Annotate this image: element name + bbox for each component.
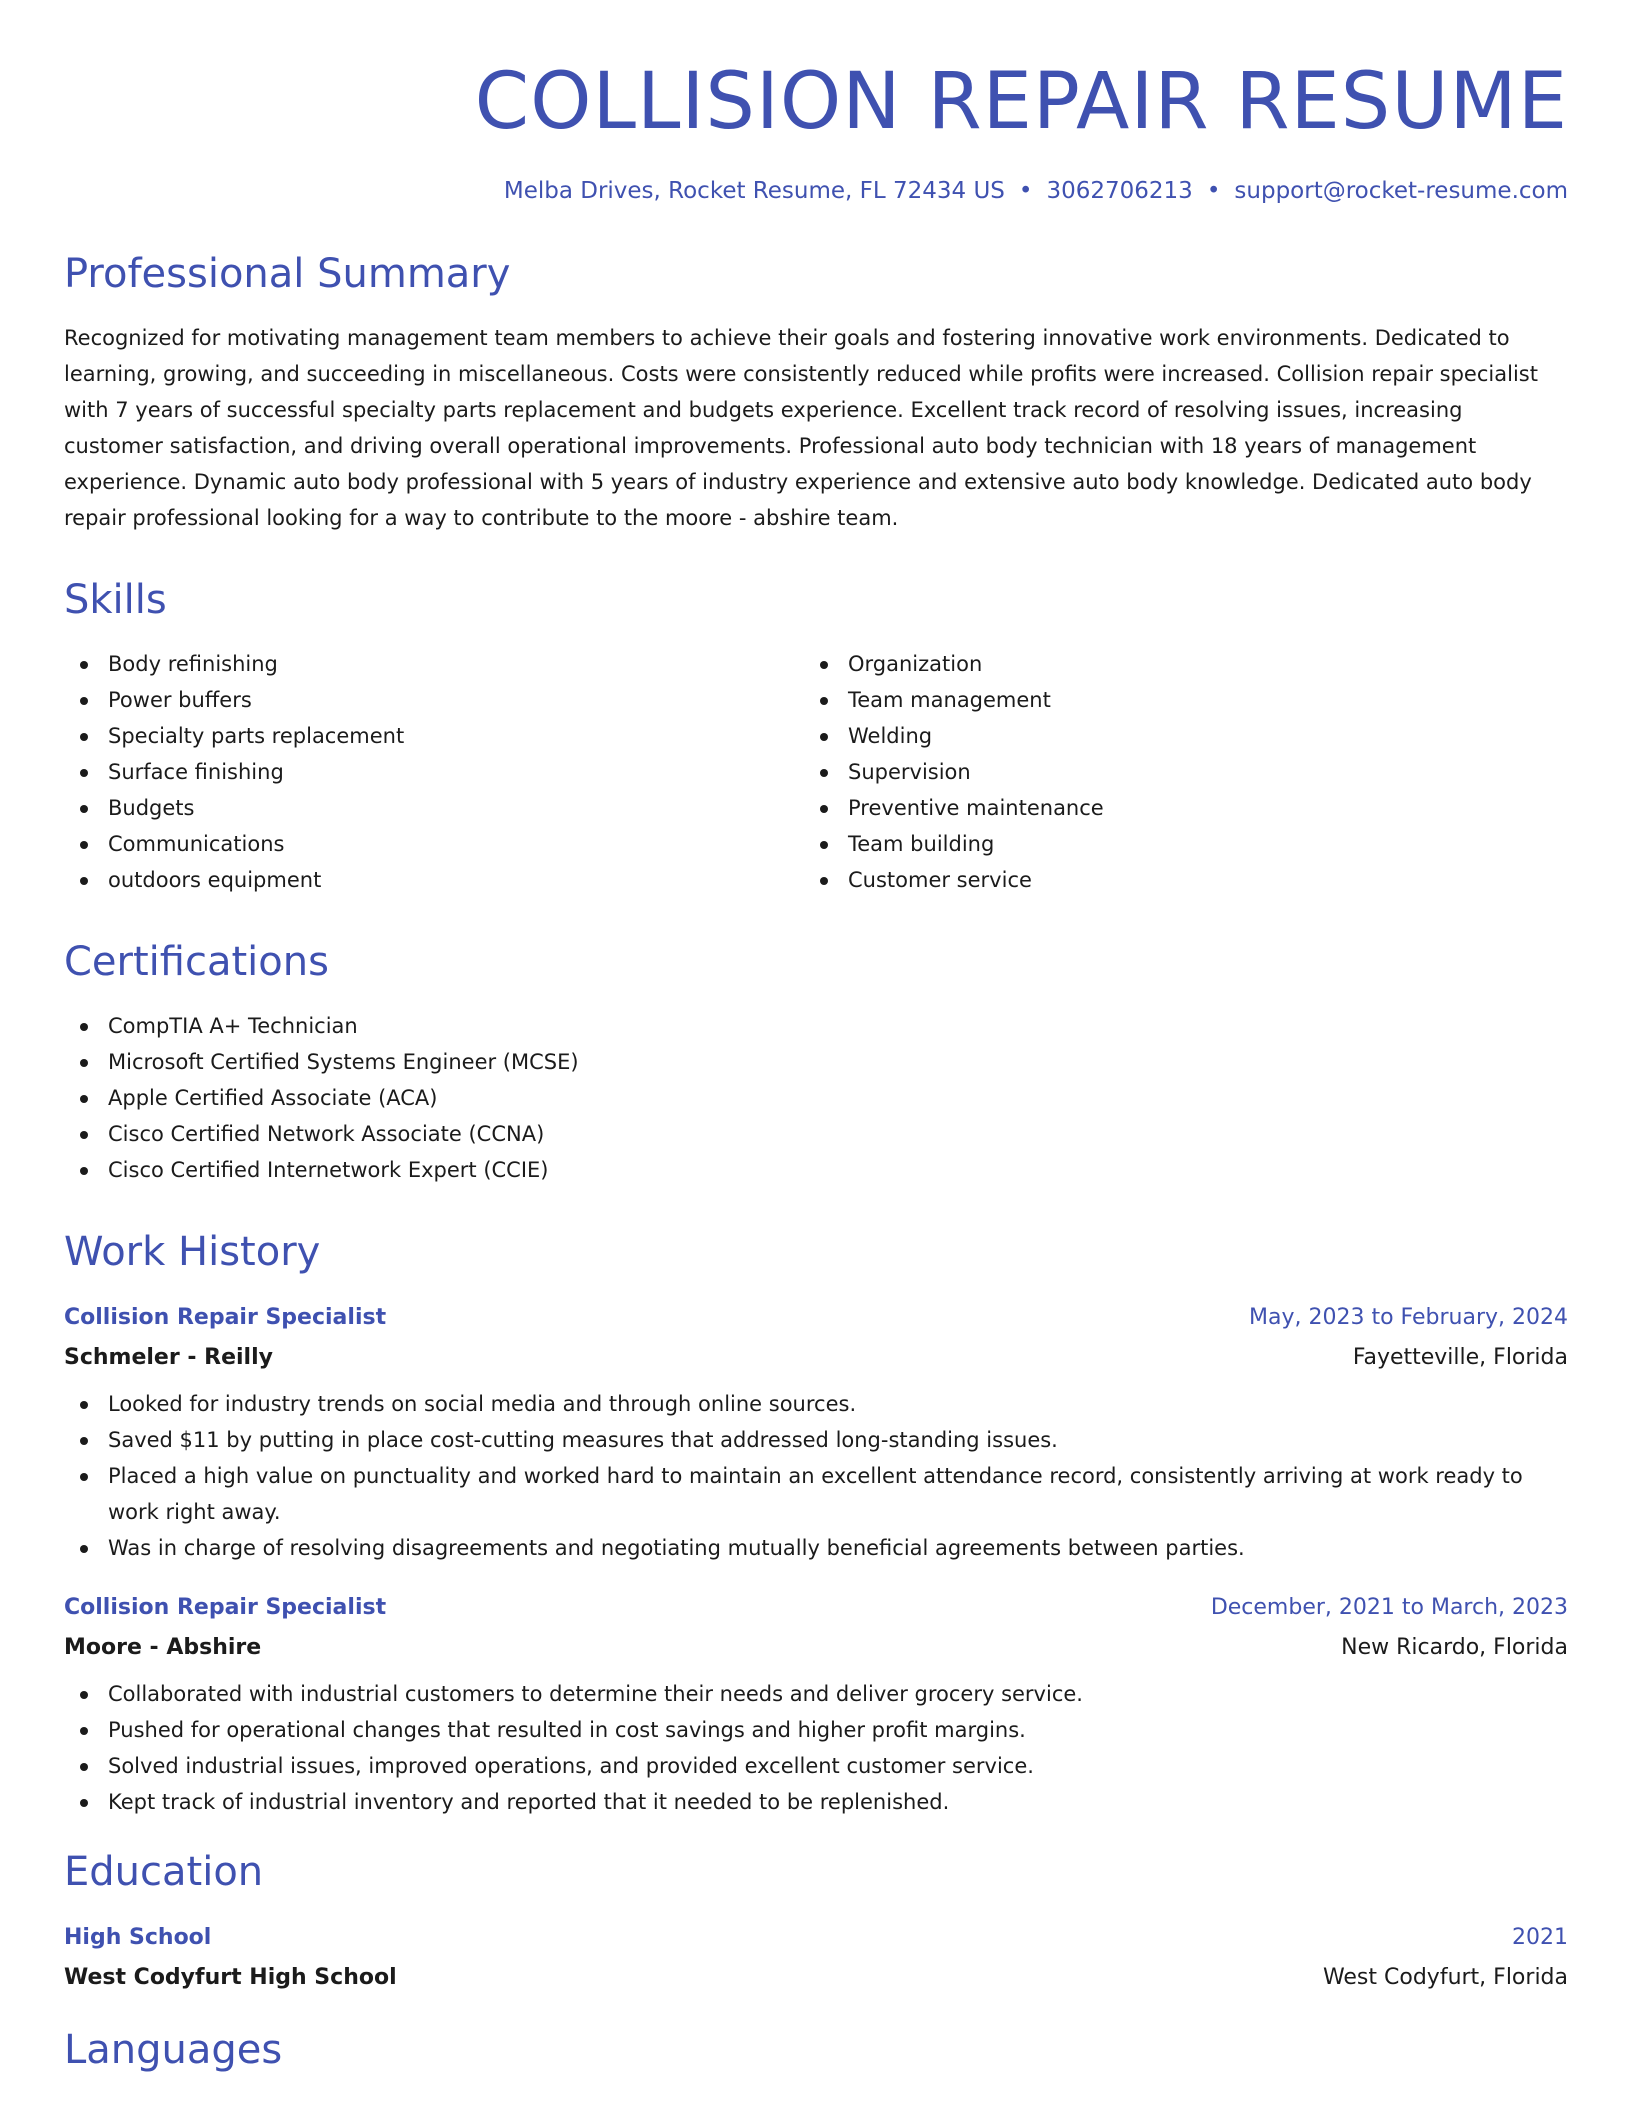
list-item: Collaborated with industrial customers to determine their needs and deliver grocery service.: [64, 1676, 1568, 1712]
work-history-heading: Work History: [64, 1229, 321, 1275]
job-location: New Ricardo, Florida: [1341, 1635, 1568, 1660]
languages-heading: Languages: [64, 2027, 283, 2073]
list-item: outdoors equipment: [64, 862, 804, 898]
list-item: Team management: [804, 682, 1544, 718]
list-item: Body refinishing: [64, 646, 804, 682]
list-item: Saved $11 by putting in place cost-cutting measures that addressed long-standing issues.: [64, 1422, 1568, 1458]
jobs-list: [64, 1298, 1568, 1820]
contact-separator: •: [1018, 178, 1033, 204]
job-location: Fayetteville, Florida: [1352, 1345, 1568, 1370]
list-item: Budgets: [64, 790, 804, 826]
list-item: Placed a high value on punctuality and worked hard to maintain an excellent attendance record, consistently arriving at work ready to work right away.: [64, 1458, 1568, 1530]
contact-address: Melba Drives, Rocket Resume, FL 72434 US: [503, 178, 1005, 204]
skills-left-list: [64, 646, 804, 898]
list-item: Cisco Certified Internetwork Expert (CCIE): [64, 1152, 1568, 1188]
job-company: Moore - Abshire: [64, 1635, 262, 1660]
list-item: Organization: [804, 646, 1544, 682]
certifications-heading: Certifications: [64, 939, 329, 985]
job-title: Collision Repair Specialist: [64, 1305, 387, 1330]
list-item: Kept track of industrial inventory and reported that it needed to be replenished.: [64, 1784, 1568, 1820]
contact-phone: 3062706213: [1046, 178, 1193, 204]
list-item: Surface finishing: [64, 754, 804, 790]
education-heading: Education: [64, 1849, 264, 1895]
list-item: Was in charge of resolving disagreements and negotiating mutually beneficial agreements between parties.: [64, 1530, 1568, 1566]
contact-line: [64, 176, 1568, 206]
job-title: Collision Repair Specialist: [64, 1595, 387, 1620]
list-item: Power buffers: [64, 682, 804, 718]
job-dates: December, 2021 to March, 2023: [1210, 1595, 1568, 1620]
contact-email: support@rocket-resume.com: [1234, 178, 1568, 204]
job-row-top: [64, 1588, 1568, 1628]
list-item: Customer service: [804, 862, 1544, 898]
summary-section: [64, 250, 1568, 536]
list-item: Microsoft Certified Systems Engineer (MCSE): [64, 1044, 1568, 1080]
resume-title: COLLISION REPAIR RESUME: [474, 57, 1568, 147]
education-section: [64, 1848, 1568, 1998]
list-item: Apple Certified Associate (ACA): [64, 1080, 1568, 1116]
list-item: Communications: [64, 826, 804, 862]
list-item: Looked for industry trends on social media and through online sources.: [64, 1386, 1568, 1422]
list-item: Pushed for operational changes that resulted in cost savings and higher profit margins.: [64, 1712, 1568, 1748]
job-row-bottom: [64, 1628, 1568, 1668]
summary-heading: Professional Summary: [64, 251, 511, 297]
list-item: Welding: [804, 718, 1544, 754]
skills-section: [64, 576, 1568, 898]
list-item: Supervision: [804, 754, 1544, 790]
education-school: West Codyfurt High School: [64, 1965, 397, 1990]
summary-text: Recognized for motivating management team members to achieve their goals and fostering innovative work environments. Dedicated to learning, growing, and succeeding in miscellaneous. Costs were consistently reduced while profits were increased. Collision repair specialist with 7 years of successful specialty parts replacement and budgets experience. Excellent track record of resolving issues, increasing customer satisfaction, and driving overall operational improvements. Professional auto body technician with 18 years of management experience. Dynamic auto body professional with 5 years of industry experience and extensive auto body knowledge. Dedicated auto body repair professional looking for a way to contribute to the moore - abshire team.: [64, 326, 1538, 530]
skills-grid: [64, 646, 1568, 898]
list-item: Team building: [804, 826, 1544, 862]
job-bullets: [64, 1676, 1568, 1820]
work-history-section: [64, 1228, 1568, 1820]
education-row-bottom: [64, 1958, 1568, 1998]
job-company: Schmeler - Reilly: [64, 1345, 273, 1370]
job-dates: May, 2023 to February, 2024: [1249, 1305, 1568, 1330]
job-row-top: [64, 1298, 1568, 1338]
job-entry: [64, 1588, 1568, 1820]
education-row-top: [64, 1918, 1568, 1958]
skills-right-list: [804, 646, 1544, 898]
certifications-list: [64, 1008, 1568, 1188]
contact-separator: •: [1206, 178, 1221, 204]
job-row-bottom: [64, 1338, 1568, 1378]
list-item: Cisco Certified Network Associate (CCNA): [64, 1116, 1568, 1152]
education-location: West Codyfurt, Florida: [1322, 1965, 1568, 1990]
list-item: CompTIA A+ Technician: [64, 1008, 1568, 1044]
education-year: 2021: [1512, 1925, 1568, 1950]
skills-heading: Skills: [64, 577, 167, 623]
job-bullets: [64, 1386, 1568, 1566]
list-item: Solved industrial issues, improved operations, and provided excellent customer service.: [64, 1748, 1568, 1784]
certifications-section: [64, 938, 1568, 1188]
education-degree: High School: [64, 1925, 212, 1950]
list-item: Preventive maintenance: [804, 790, 1544, 826]
list-item: Specialty parts replacement: [64, 718, 804, 754]
languages-section: [64, 2026, 1568, 2074]
job-entry: [64, 1298, 1568, 1566]
